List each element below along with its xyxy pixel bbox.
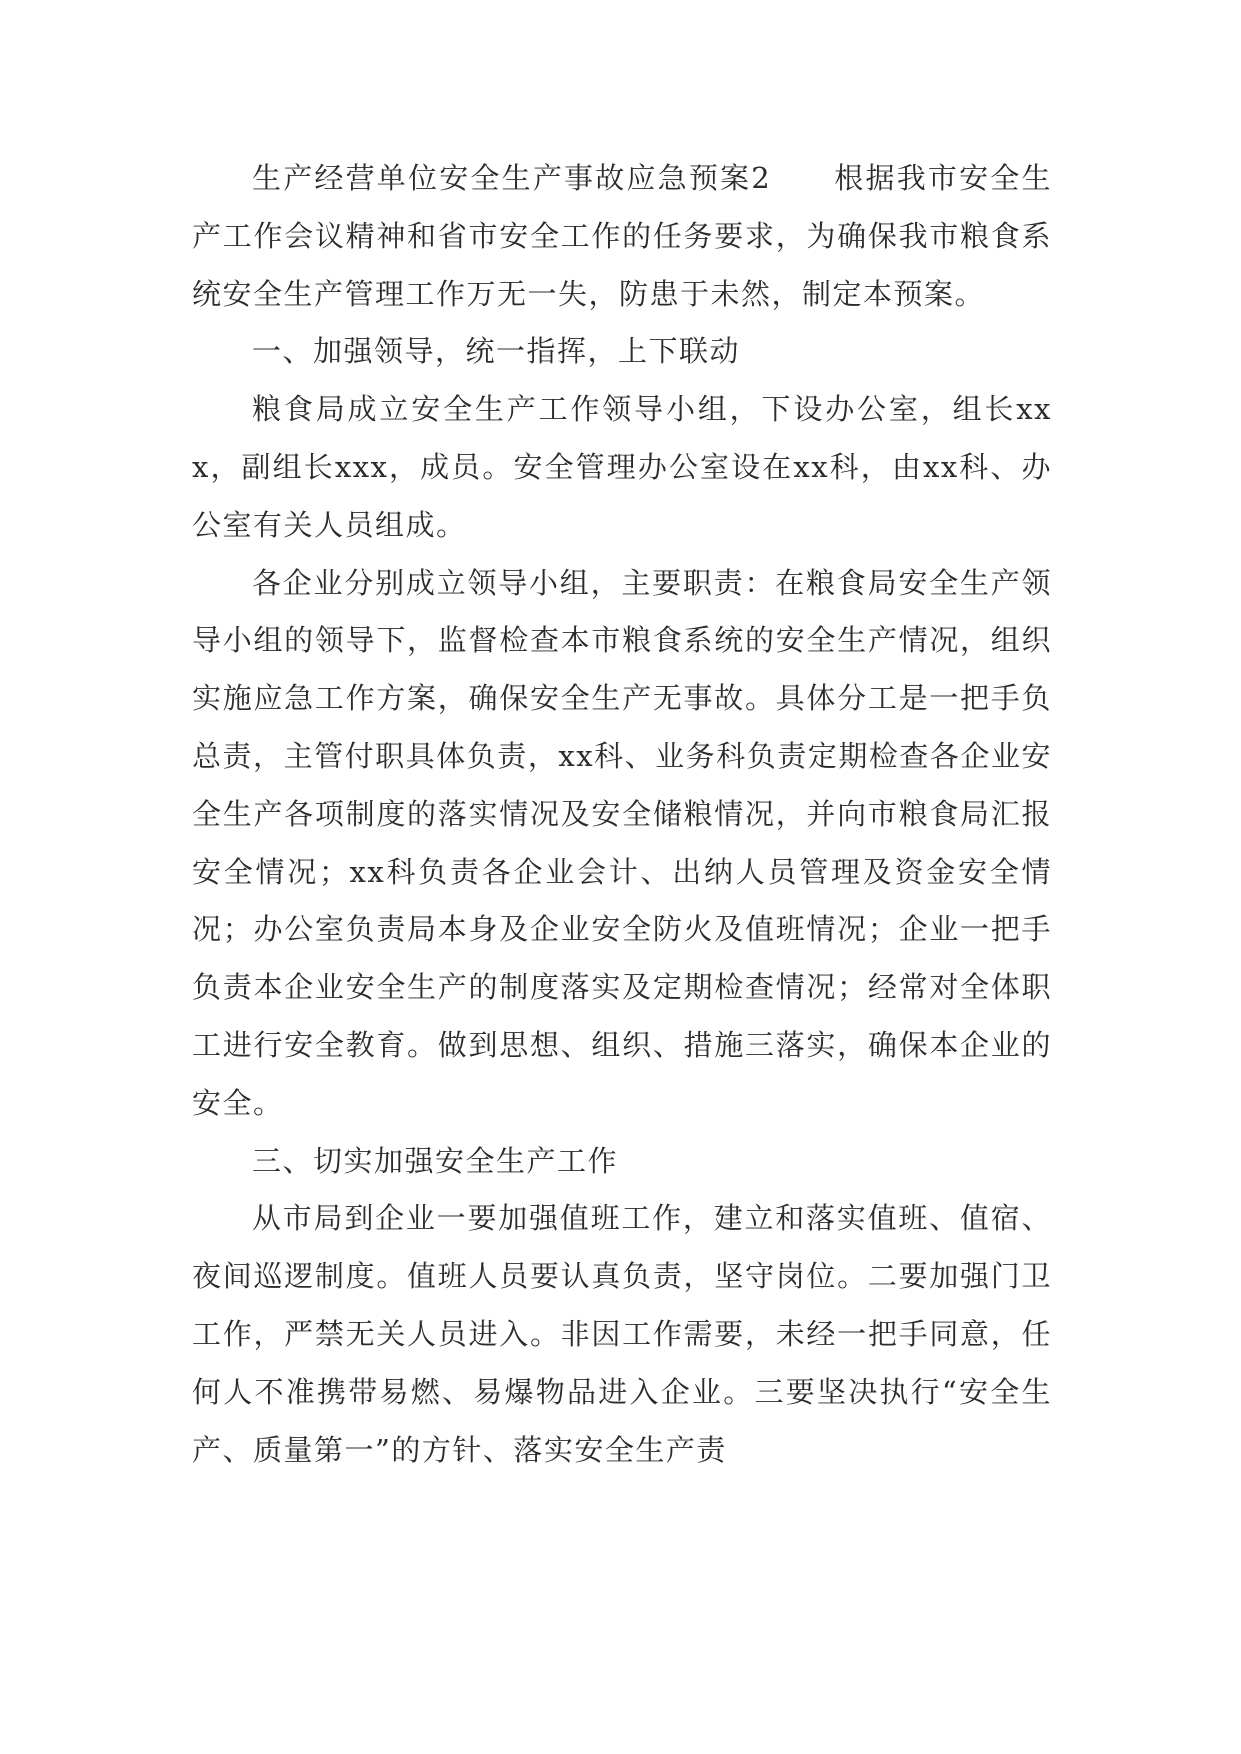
- section-heading-3: 三、切实加强安全生产工作: [252, 1143, 619, 1178]
- paragraph-intro: 生产经营单位安全生产事故应急预案2 根据我市安全生产工作会议精神和省市安全工作的任务要求，为确保我市粮食系统安全生产管理工作万无一失，防患于未然，制定本预案。: [192, 161, 1052, 311]
- paragraph-enterprise-duties: 各企业分别成立领导小组，主要职责：在粮食局安全生产领导小组的领导下，监督检查本市粮食系统的安全生产情况，组织实施应急工作方案，确保安全生产无事故。具体分工是一把手负总责，主管付职具体负责，xx科、业务科负责定期检查各企业安全生产各项制度的落实情况及安全储粮情况，并向市粮食局汇报安全情况；xx科负责各企业会计、出纳人员管理及资金安全情况；办公室负责局本身及企业安全防火及值班情况；企业一把手负责本企业安全生产的制度落实及定期检查情况；经常对全体职工进行安全教育。做到思想、组织、措施三落实，确保本企业的安全。: [192, 565, 1052, 1120]
- paragraph-safety-work: 从市局到企业一要加强值班工作，建立和落实值班、值宿、夜间巡逻制度。值班人员要认真负责，坚守岗位。二要加强门卫工作，严禁无关人员进入。非因工作需要，未经一把手同意，任何人不准携带易燃、易爆物品进入企业。三要坚决执行“安全生产、质量第一”的方针、落实安全生产责: [192, 1201, 1052, 1467]
- document-body: [192, 150, 1052, 1479]
- paragraph-leadership-group: 粮食局成立安全生产工作领导小组，下设办公室，组长xxx，副组长xxx，成员。安全管理办公室设在xx科，由xx科、办公室有关人员组成。: [192, 392, 1052, 542]
- section-heading-1: 一、加强领导，统一指挥，上下联动: [252, 334, 741, 369]
